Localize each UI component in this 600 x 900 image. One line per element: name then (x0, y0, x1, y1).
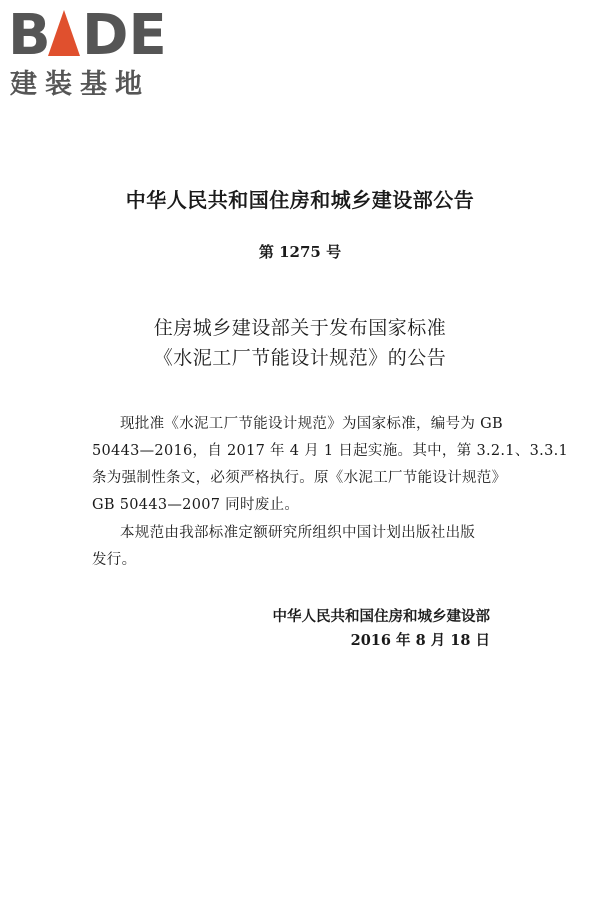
logo-subtitle: 建装基地 (10, 69, 150, 100)
signature-org: 中华人民共和国住房和城乡建设部 (272, 609, 490, 625)
body-line: 条为强制性条文，必须严格执行。原《水泥工厂节能设计规范》 (92, 470, 507, 486)
announcement-number: 第 1275 号 (258, 243, 342, 261)
announcement-title: 中华人民共和国住房和城乡建设部公告 (125, 188, 475, 212)
subtitle-line-1: 住房城乡建设部关于发布国家标准 (153, 317, 447, 339)
body-line: 50443—2016，自 2017 年 4 月 1 日起实施。其中，第 3.2.1、3.3.1 (92, 443, 569, 459)
signature-date: 2016 年 8 月 18 日 (350, 632, 490, 649)
logo-mark-text-rest: DE (82, 6, 167, 58)
body-line: 发行。 (92, 552, 137, 568)
body-line: 本规范由我部标准定额研究所组织中国计划出版社出版 (120, 525, 476, 541)
logo-mark-text: B (8, 6, 51, 58)
subtitle-line-2: 《水泥工厂节能设计规范》的公告 (153, 347, 447, 369)
body-line: 现批准《水泥工厂节能设计规范》为国家标准，编号为 GB (120, 416, 503, 432)
body-line: GB 50443—2007 同时废止。 (92, 497, 300, 513)
bade-logo (8, 6, 178, 100)
bade-logo-mark (8, 6, 176, 58)
logo-accent-triangle (48, 10, 80, 56)
